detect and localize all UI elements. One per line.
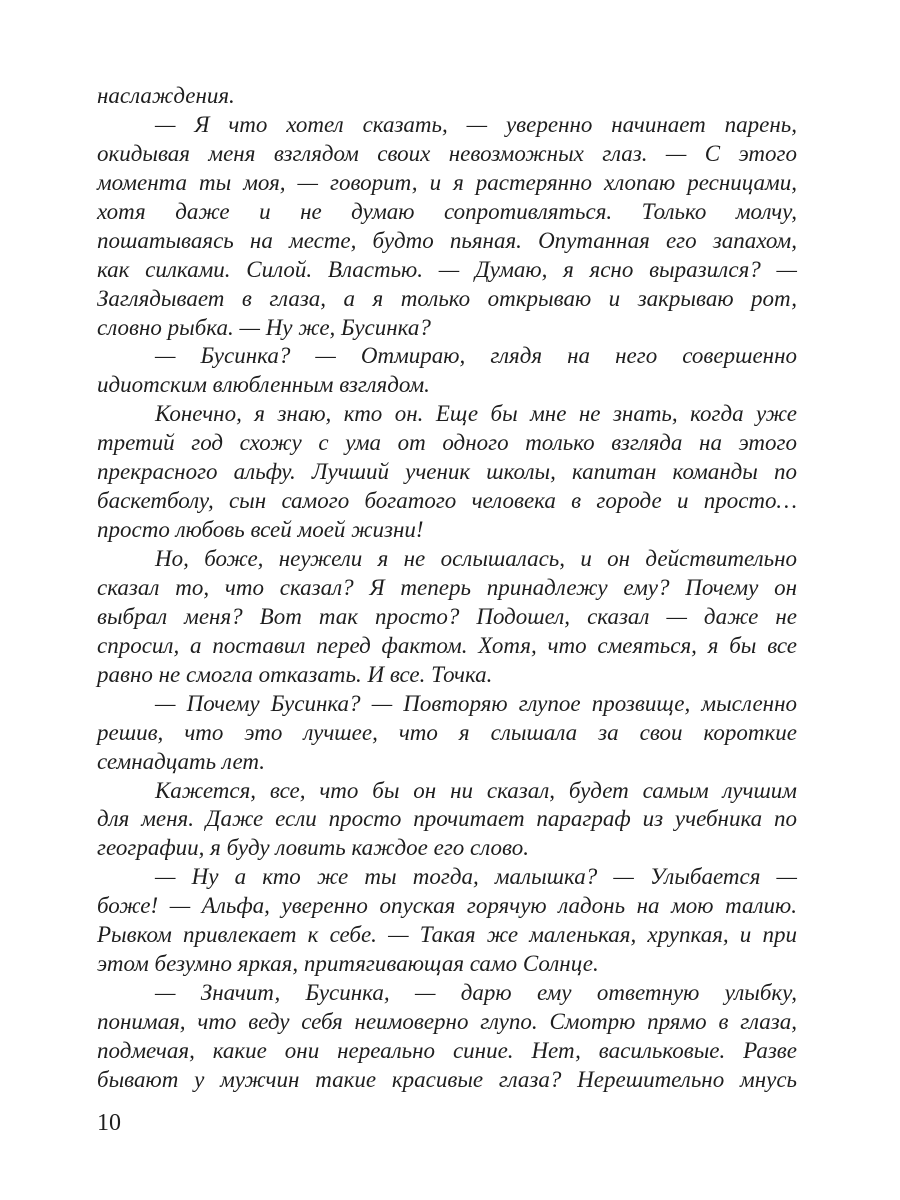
text-line: равно не смогла отказать. И все. Точка. — [97, 661, 493, 687]
text-line: для меня. Даже если просто прочитает параграф из учебника по — [97, 806, 797, 832]
text-line: семнадцать лет. — [97, 748, 266, 774]
text-line: третий год схожу с ума от одного только взгляда на этого — [97, 430, 797, 456]
text-line: момента ты моя, — говорит, и я растерянно хлопаю ресницами, — [97, 169, 797, 195]
text-line: — Бусинка? — Отмираю, глядя на него совершенно — [155, 343, 797, 369]
text-line: — Ну а кто же ты тогда, малышка? — Улыбается — — [155, 864, 797, 890]
text-line: хотя даже и не думаю сопротивляться. Только молчу, — [97, 198, 797, 224]
text-line: как силками. Силой. Властью. — Думаю, я ясно выразился? — — [97, 256, 797, 282]
text-line: наслаждения. — [97, 83, 235, 108]
text-line: боже! — Альфа, уверенно опуская горячую ладонь на мою талию. — [97, 893, 797, 919]
body-text — [97, 82, 797, 1095]
paragraph — [97, 777, 797, 864]
paragraph — [97, 82, 797, 111]
page-number: 10 — [97, 1110, 121, 1136]
text-line: прекрасного альфу. Лучший ученик школы, капитан команды по — [97, 459, 797, 485]
text-line: спросил, а поставил перед фактом. Хотя, что смеяться, я бы все — [97, 632, 797, 658]
text-line: Конечно, я знаю, кто он. Еще бы мне не знать, когда уже — [155, 401, 797, 427]
paragraph — [97, 690, 797, 777]
text-line: решив, что это лучшее, что я слышала за свои короткие — [97, 719, 797, 745]
text-line: идиотским влюбленным взглядом. — [97, 372, 430, 398]
text-line: этом безумно яркая, притягивающая само Солнце. — [97, 951, 599, 977]
text-line: просто любовь всей моей жизни! — [97, 517, 424, 543]
paragraph — [97, 342, 797, 400]
text-line: Кажется, все, что бы он ни сказал, будет самым лучшим — [155, 777, 797, 803]
paragraph — [97, 863, 797, 979]
text-line: выбрал меня? Вот так просто? Подошел, сказал — даже не — [97, 603, 797, 629]
text-line: словно рыбка. — Ну же, Бусинка? — [97, 314, 431, 340]
text-line: окидывая меня взглядом своих невозможных глаз. — С этого — [97, 140, 797, 166]
text-line: — Я что хотел сказать, — уверенно начинает парень, — [155, 111, 797, 137]
text-line: географии, я буду ловить каждое его слово. — [97, 835, 529, 861]
text-line: — Почему Бусинка? — Повторяю глупое прозвище, мысленно — [155, 690, 797, 716]
text-line: понимая, что веду себя неимоверно глупо. Смотрю прямо в глаза, — [97, 1009, 797, 1034]
text-line: пошатываясь на месте, будто пьяная. Опутанная его запахом, — [97, 227, 797, 253]
text-line: Рывком привлекает к себе. — Такая же маленькая, хрупкая, и при — [97, 922, 797, 948]
text-line: сказал то, что сказал? Я теперь принадлежу ему? Почему он — [97, 574, 797, 600]
text-line: — Значит, Бусинка, — дарю ему ответную улыбку, — [155, 980, 797, 1006]
text-line: бывают у мужчин такие красивые глаза? Нерешительно мнусь — [97, 1066, 797, 1092]
text-line: Заглядывает в глаза, а я только открываю и закрываю рот, — [97, 285, 797, 311]
paragraph — [97, 979, 797, 1095]
text-line: подмечая, какие они нереально синие. Нет, васильковые. Разве — [97, 1037, 797, 1063]
paragraph — [97, 545, 797, 690]
text-line: Но, боже, неужели я не ослышалась, и он действительно — [155, 546, 797, 571]
text-line: баскетболу, сын самого богатого человека в городе и просто… — [97, 488, 797, 514]
paragraph — [97, 111, 797, 343]
paragraph — [97, 400, 797, 545]
